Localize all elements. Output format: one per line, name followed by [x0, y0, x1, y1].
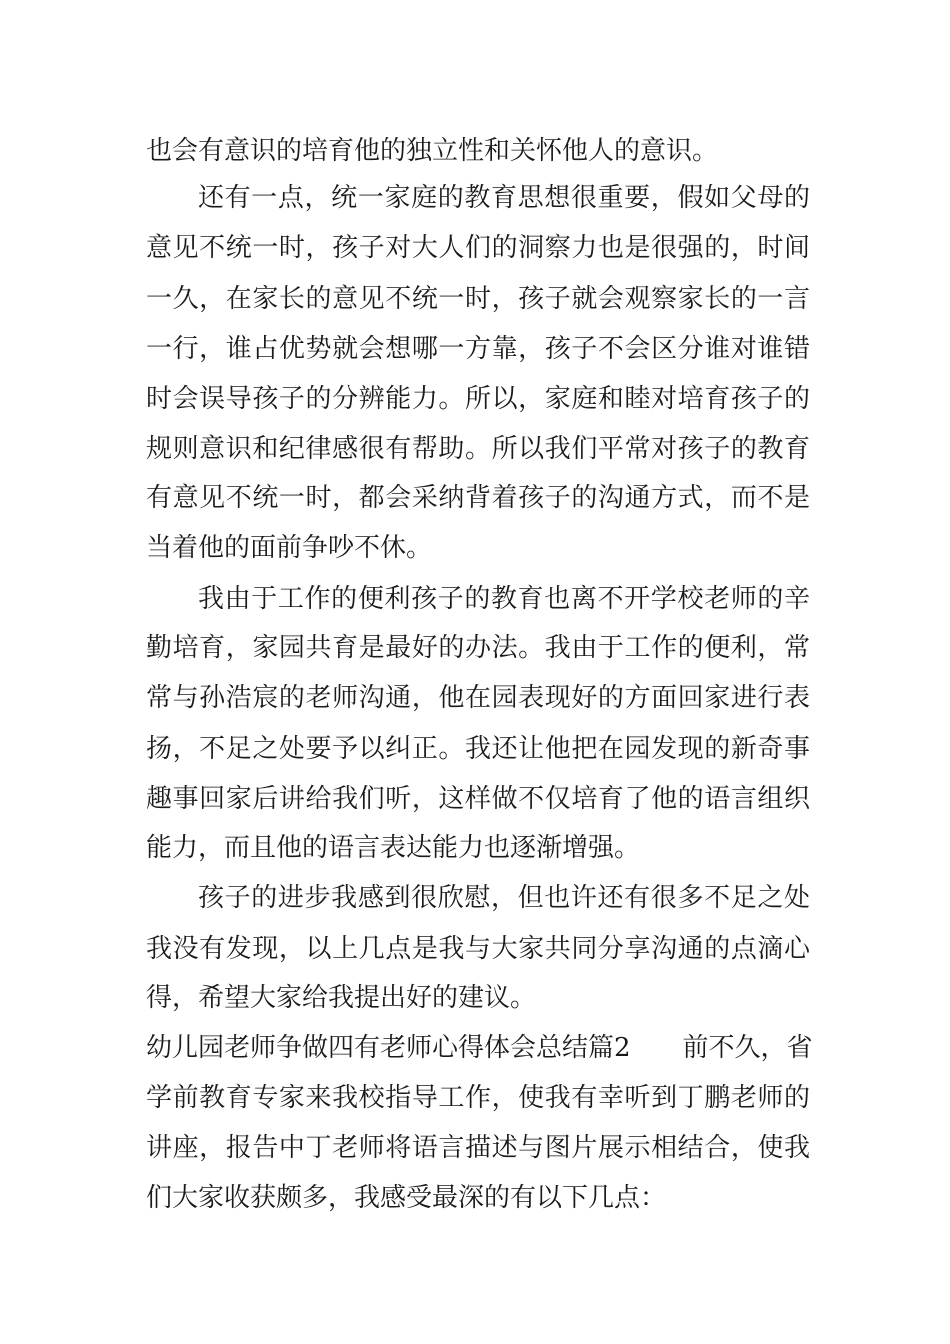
text-line: 学前教育专家来我校指导工作，使我有幸听到丁鹏老师的: [146, 1083, 810, 1113]
paragraph-first-line: 孩子的进步我感到很欣慰，但也许还有很多不足之处: [198, 883, 810, 913]
text-line: 一行，谁占优势就会想哪一方靠，孩子不会区分谁对谁错: [146, 334, 810, 364]
text-line: 常与孙浩宸的老师沟通，他在园表现好的方面回家进行表: [146, 683, 810, 713]
text-line: 得，希望大家给我提出好的建议。: [146, 983, 537, 1013]
text-line: 也会有意识的培育他的独立性和关怀他人的意识。: [146, 136, 719, 166]
text-line: 当着他的面前争吵不休。: [146, 533, 433, 563]
text-line: 讲座，报告中丁老师将语言描述与图片展示相结合，使我: [146, 1133, 810, 1163]
text-line: 时会误导孩子的分辨能力。所以，家庭和睦对培育孩子的: [146, 384, 810, 414]
paragraph-first-line: 还有一点，统一家庭的教育思想很重要，假如父母的: [198, 183, 810, 213]
text-line: 一久，在家长的意见不统一时，孩子就会观察家长的一言: [146, 284, 810, 314]
text-line: 我没有发现，以上几点是我与大家共同分享沟通的点滴心: [146, 934, 810, 964]
text-line: 们大家收获颇多，我感受最深的有以下几点：: [146, 1183, 667, 1213]
paragraph-first-line: 我由于工作的便利孩子的教育也离不开学校老师的辛: [198, 584, 810, 614]
text-line: 趣事回家后讲给我们听，这样做不仅培育了他的语言组织: [146, 784, 810, 814]
text-line: 规则意识和纪律感很有帮助。所以我们平常对孩子的教育: [146, 434, 810, 464]
text-line: 有意见不统一时，都会采纳背着孩子的沟通方式，而不是: [146, 483, 810, 513]
text-line: 能力，而且他的语言表达能力也逐渐增强。: [146, 833, 641, 863]
text-line: 勤培育，家园共育是最好的办法。我由于工作的便利，常: [146, 633, 810, 663]
section-heading-line: 幼儿园老师争做四有老师心得体会总结篇2 前不久，省: [146, 1033, 813, 1063]
text-line: 意见不统一时，孩子对大人们的洞察力也是很强的，时间: [146, 233, 810, 263]
text-line: 扬，不足之处要予以纠正。我还让他把在园发现的新奇事: [146, 734, 810, 764]
